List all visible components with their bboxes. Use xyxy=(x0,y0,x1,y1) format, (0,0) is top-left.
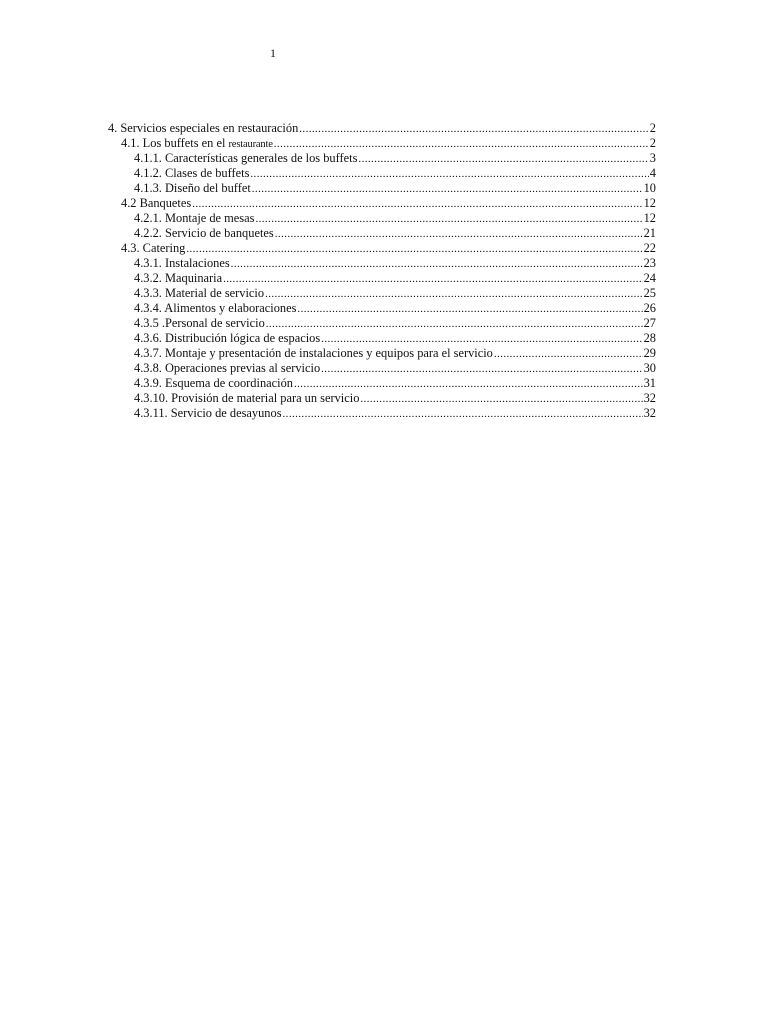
toc-entry-title: 4.3. Catering xyxy=(121,241,186,255)
toc-dot-leader xyxy=(321,332,642,346)
toc-entry-title: 4.3.3. Material de servicio xyxy=(134,286,265,300)
toc-entry[interactable] xyxy=(108,286,656,301)
toc-entry[interactable] xyxy=(108,376,656,391)
toc-entry-page: 28 xyxy=(643,331,656,345)
toc-entry[interactable] xyxy=(108,406,656,421)
toc-dot-leader xyxy=(494,347,643,361)
toc-dot-leader xyxy=(255,212,642,226)
toc-entry[interactable] xyxy=(108,151,656,166)
toc-dot-leader xyxy=(192,197,642,211)
toc-entry-page: 24 xyxy=(643,271,656,285)
toc-entry[interactable] xyxy=(108,121,656,136)
toc-entry-page: 23 xyxy=(643,256,656,270)
toc-entry[interactable] xyxy=(108,331,656,346)
toc-dot-leader xyxy=(294,377,643,391)
toc-entry-page: 27 xyxy=(643,316,656,330)
toc-entry-page: 2 xyxy=(649,121,656,135)
toc-entry[interactable] xyxy=(108,346,656,361)
toc-entry[interactable] xyxy=(108,211,656,226)
toc-entry-title: 4.2 Banquetes xyxy=(121,196,192,210)
toc-entry[interactable] xyxy=(108,196,656,211)
toc-entry-title: 4.3.5 .Personal de servicio xyxy=(134,316,265,330)
toc-entry-page: 29 xyxy=(643,346,656,360)
toc-entry-title: 4.1.1. Características generales de los buffets xyxy=(134,151,358,165)
toc-dot-leader xyxy=(283,407,643,421)
toc-entry-page: 2 xyxy=(649,136,656,150)
toc-entry-page: 12 xyxy=(643,211,656,225)
toc-dot-leader xyxy=(186,242,642,256)
toc-entry-page: 3 xyxy=(649,151,656,165)
toc-entry[interactable] xyxy=(108,316,656,331)
table-of-contents xyxy=(108,121,656,421)
toc-dot-leader xyxy=(297,302,642,316)
toc-entry-page: 22 xyxy=(643,241,656,255)
toc-entry-title: 4.3.1. Instalaciones xyxy=(134,256,230,270)
toc-entry[interactable] xyxy=(108,391,656,406)
toc-dot-leader xyxy=(231,257,643,271)
toc-dot-leader xyxy=(223,272,643,286)
toc-entry-page: 12 xyxy=(643,196,656,210)
toc-dot-leader xyxy=(360,392,642,406)
toc-dot-leader xyxy=(250,167,648,181)
toc-dot-leader xyxy=(299,122,649,136)
toc-entry-title: 4.1.2. Clases de buffets xyxy=(134,166,250,180)
toc-dot-leader xyxy=(321,362,642,376)
toc-entry-title: 4.3.11. Servicio de desayunos xyxy=(134,406,282,420)
toc-entry-page: 32 xyxy=(643,406,656,420)
toc-entry-page: 10 xyxy=(643,181,656,195)
toc-entry-title: 4.3.7. Montaje y presentación de instalaciones y equipos para el servicio xyxy=(134,346,493,360)
toc-entry-title: 4.3.8. Operaciones previas al servicio xyxy=(134,361,321,375)
toc-entry-title-small: restaurante xyxy=(228,139,273,150)
toc-entry-page: 31 xyxy=(643,376,656,390)
toc-entry[interactable] xyxy=(108,136,656,151)
toc-entry[interactable] xyxy=(108,361,656,376)
toc-dot-leader xyxy=(265,287,643,301)
toc-entry-page: 32 xyxy=(643,391,656,405)
toc-entry-title: 4.2.1. Montaje de mesas xyxy=(134,211,255,225)
toc-entry[interactable] xyxy=(108,226,656,241)
toc-entry-title: 4. Servicios especiales en restauración xyxy=(108,121,299,135)
toc-dot-leader xyxy=(252,182,643,196)
toc-entry-page: 25 xyxy=(643,286,656,300)
toc-entry-page: 26 xyxy=(643,301,656,315)
toc-entry[interactable] xyxy=(108,256,656,271)
toc-dot-leader xyxy=(275,227,643,241)
toc-entry[interactable] xyxy=(108,181,656,196)
toc-entry-title: 4.3.4. Alimentos y elaboraciones xyxy=(134,301,297,315)
toc-dot-leader xyxy=(266,317,643,331)
toc-entry-title xyxy=(121,136,273,151)
toc-entry-page: 21 xyxy=(643,226,656,240)
toc-entry[interactable] xyxy=(108,301,656,316)
toc-entry-title-main: 4.1. Los buffets en el xyxy=(121,136,229,150)
toc-entry-title: 4.3.10. Provisión de material para un servicio xyxy=(134,391,360,405)
toc-entry-title: 4.3.2. Maquinaria xyxy=(134,271,223,285)
toc-entry-title: 4.1.3. Diseño del buffet xyxy=(134,181,251,195)
toc-entry-title: 4.3.9. Esquema de coordinación xyxy=(134,376,293,390)
toc-entry-title: 4.2.2. Servicio de banquetes xyxy=(134,226,274,240)
toc-dot-leader xyxy=(358,152,648,166)
toc-entry-page: 30 xyxy=(643,361,656,375)
toc-dot-leader xyxy=(274,137,649,151)
page-number: 1 xyxy=(270,46,276,60)
toc-entry-page: 4 xyxy=(649,166,656,180)
toc-entry[interactable] xyxy=(108,271,656,286)
toc-entry[interactable] xyxy=(108,166,656,181)
toc-entry[interactable] xyxy=(108,241,656,256)
toc-entry-title: 4.3.6. Distribución lógica de espacios xyxy=(134,331,321,345)
